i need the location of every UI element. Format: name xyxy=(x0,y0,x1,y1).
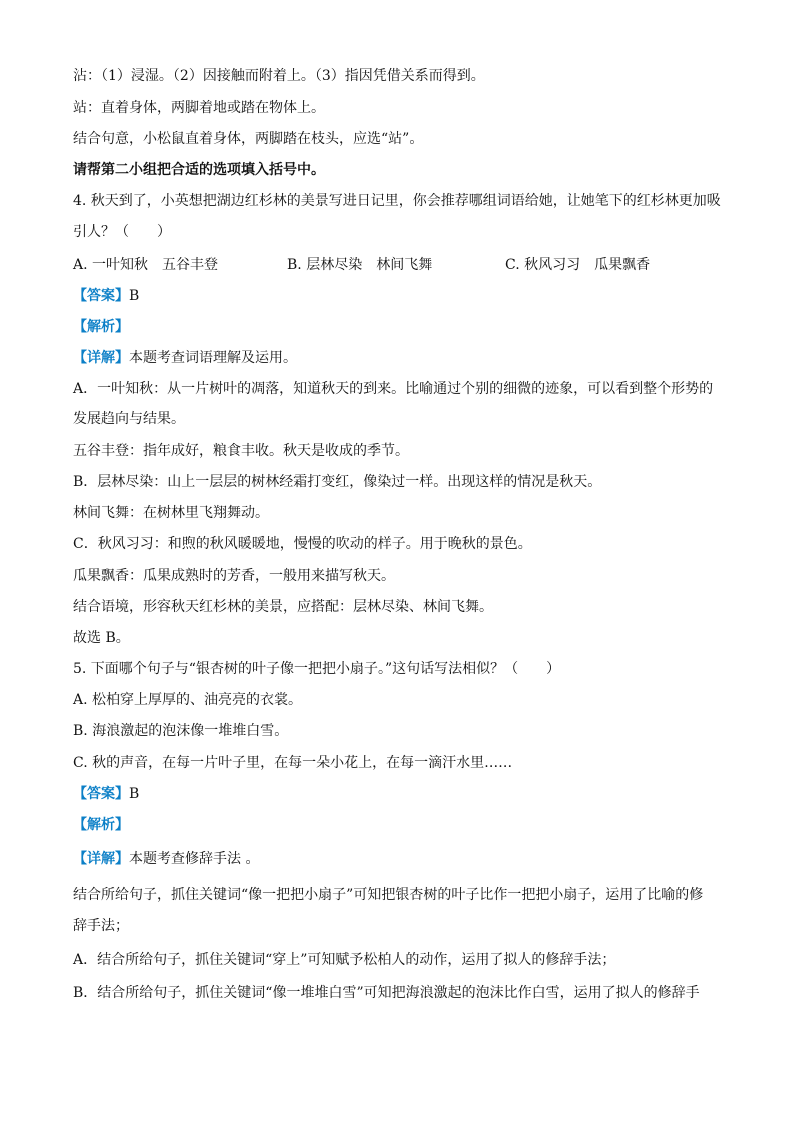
text-line: A．结合所给句子，抓住关键词“穿上”可知赋予松柏人的动作，运用了拟人的修辞手法； xyxy=(73,952,616,968)
text-line: A．一叶知秋：从一片树叶的凋落，知道秋天的到来。比喻通过个别的细微的迹象，可以看到整个形势的 xyxy=(73,381,714,397)
detail-tag: 【详解】 xyxy=(73,851,129,867)
text-line: 故选 B。 xyxy=(73,630,130,646)
question-5-option-b: B. 海浪激起的泡沫像一堆堆白雪。 xyxy=(73,723,289,739)
section-heading: 请帮第二小组把合适的选项填入括号中。 xyxy=(73,162,325,178)
analysis-tag: 【解析】 xyxy=(73,319,129,335)
text-line: C．秋风习习：和煦的秋风暖暖地，慢慢的吹动的样子。用于晚秋的景色。 xyxy=(73,536,532,552)
text-line: 发展趋向与结果。 xyxy=(73,411,185,427)
text-line: 林间飞舞：在树林里飞翔舞动。 xyxy=(73,505,269,521)
detail-line xyxy=(73,849,259,869)
text-line: 辞手法； xyxy=(73,918,129,934)
answer-value: B xyxy=(129,786,140,802)
analysis-line xyxy=(73,317,129,337)
analysis-tag: 【解析】 xyxy=(73,817,129,833)
answer-tag: 【答案】 xyxy=(73,786,129,802)
text-line: 沾：（1）浸湿。（2）因接触而附着上。（3）指因凭借关系而得到。 xyxy=(73,68,485,84)
analysis-line xyxy=(73,815,129,835)
question-5-option-c: C. 秋的声音，在每一片叶子里，在每一朵小花上，在每一滴汗水里…… xyxy=(73,755,513,771)
question-4-option-b: B. 层林尽染 林间飞舞 xyxy=(287,257,433,273)
question-4-text: 引人？（ ） xyxy=(73,224,171,240)
detail-text: 本题考查修辞手法 。 xyxy=(129,851,260,867)
text-line: 结合句意，小松鼠直着身体，两脚踏在枝头，应选“站”。 xyxy=(73,131,424,147)
text-line: B．结合所给句子，抓住关键词“像一堆堆白雪”可知把海浪激起的泡沫比作白雪，运用了拟人的修辞手 xyxy=(73,985,700,1001)
question-4-option-c: C. 秋风习习 瓜果飘香 xyxy=(505,257,651,273)
question-5-option-a: A. 松柏穿上厚厚的、油亮亮的衣裳。 xyxy=(73,692,303,708)
detail-tag: 【详解】 xyxy=(73,350,129,366)
text-line: 站：直着身体，两脚着地或踏在物体上。 xyxy=(73,100,325,116)
text-line: B．层林尽染：山上一层层的树林经霜打变红，像染过一样。出现这样的情况是秋天。 xyxy=(73,474,602,490)
answer-value: B xyxy=(129,288,140,304)
detail-line xyxy=(73,348,297,368)
question-4-option-a: A. 一叶知秋 五谷丰登 xyxy=(73,257,219,273)
question-5-text: 5. 下面哪个句子与“银杏树的叶子像一把把小扇子。”这句话写法相似？（ ） xyxy=(73,661,561,677)
text-line: 结合所给句子，抓住关键词“像一把把小扇子”可知把银杏树的叶子比作一把把小扇子，运用了比喻的修 xyxy=(73,887,704,903)
text-line: 五谷丰登：指年成好，粮食丰收。秋天是收成的季节。 xyxy=(73,443,409,459)
text-line: 瓜果飘香：瓜果成熟时的芳香，一般用来描写秋天。 xyxy=(73,568,395,584)
text-line: 结合语境，形容秋天红杉林的美景，应搭配：层林尽染、林间飞舞。 xyxy=(73,599,493,615)
detail-text: 本题考查词语理解及运用。 xyxy=(129,350,297,366)
answer-tag: 【答案】 xyxy=(73,288,129,304)
answer-line xyxy=(73,784,139,804)
answer-line xyxy=(73,286,139,306)
question-4-text: 4. 秋天到了，小英想把湖边红杉林的美景写进日记里，你会推荐哪组词语给她，让她笔下的红杉林更加吸 xyxy=(73,193,721,209)
